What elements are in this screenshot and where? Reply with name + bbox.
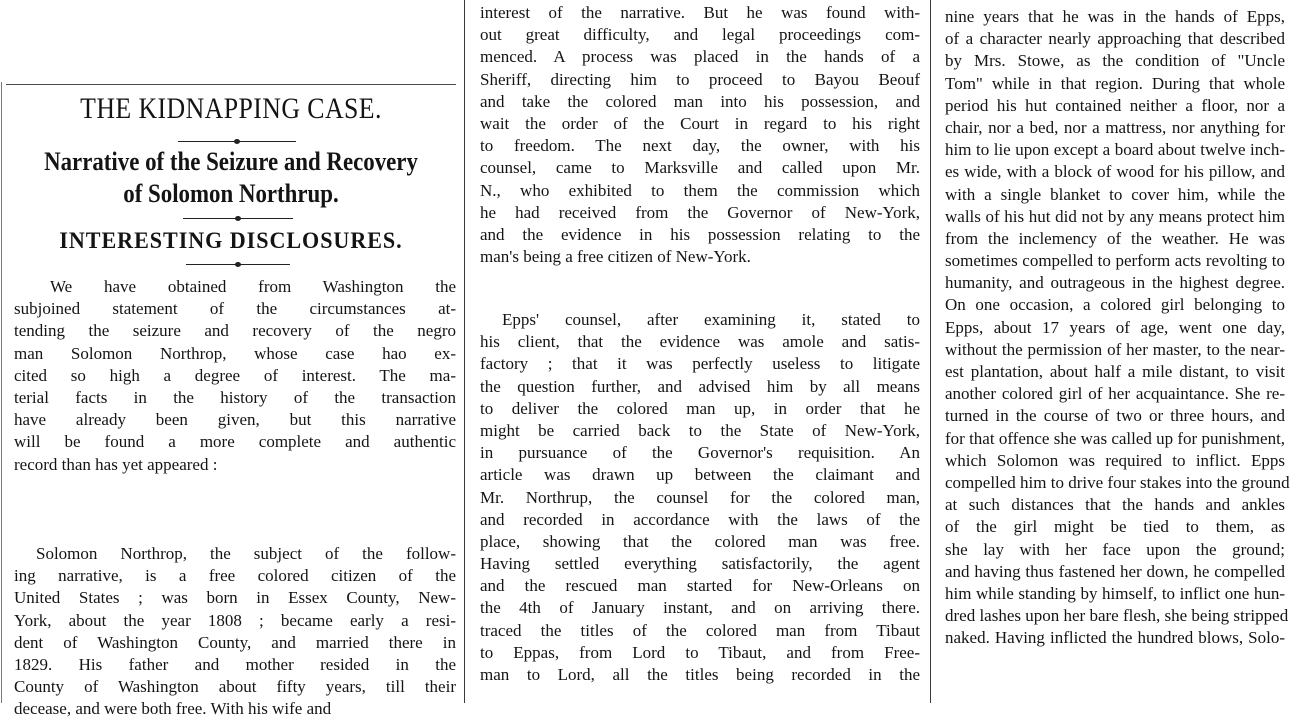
text-line: Sheriff, directing him to proceed to Bayou Beouf xyxy=(480,69,920,89)
text-line: decease, and were both free. With his wife and xyxy=(14,699,332,719)
column-3 xyxy=(933,0,1290,703)
page-edge-rule xyxy=(1,82,2,703)
text-line: him to lie upon except a board about twelve inch- xyxy=(945,140,1285,160)
text-line: of a character nearly approaching that described xyxy=(945,29,1285,49)
text-line: terial facts in the history of the transaction xyxy=(14,387,456,407)
text-line: wait the order of the Court in regard to his right xyxy=(480,113,920,133)
text-line: of the girl might be tied to them, as xyxy=(945,517,1285,537)
text-line: naked. Having inflicted the hundred blows, Solo- xyxy=(945,628,1285,648)
text-line: out great difficulty, and legal proceedings com- xyxy=(480,25,920,45)
text-line: from the inclemency of the weather. He was xyxy=(945,228,1285,248)
text-line: for that offence she was called up for punishment, xyxy=(945,428,1286,448)
text-line: Having settled everything satisfactorily, the agent xyxy=(480,554,920,574)
text-line: es wide, with a block of wood for his pillow, and xyxy=(945,162,1285,182)
text-line: record than has yet appeared : xyxy=(14,454,218,474)
text-line: Solomon Northrop, the subject of the follow- xyxy=(36,544,456,563)
text-line: counsel, came to Marksville and called upon Mr. xyxy=(480,158,920,178)
text-line: dred lashes upon her bare flesh, she being stripped xyxy=(945,606,1289,626)
text-line: at such distances that the hands and ankles xyxy=(945,495,1285,515)
text-line: United States ; was born in Essex County, New- xyxy=(14,588,456,608)
text-line: interest of the narrative. But he was found with- xyxy=(480,3,920,22)
subheadline xyxy=(28,146,435,210)
text-line: On one occasion, a colored girl belonging to xyxy=(945,295,1285,315)
text-line: man Solomon Northrop, whose case hao ex- xyxy=(14,343,456,363)
text-line: 1829. His father and mother resided in the xyxy=(14,654,456,674)
lead-divider xyxy=(186,264,290,265)
col3-paragraph-1 xyxy=(945,6,1290,649)
col2-paragraph-1 xyxy=(480,2,920,268)
text-line: humanity, and outrageous in the highest degree. xyxy=(945,273,1285,293)
column-2 xyxy=(466,0,928,703)
text-line: have already been given, but this narrative xyxy=(14,410,456,430)
subheadline-divider xyxy=(183,218,293,219)
text-line: chair, nor a bed, nor a mattress, nor anything for xyxy=(945,117,1285,137)
text-line: to deliver the colored man up, in order that he xyxy=(480,398,920,418)
text-line: by Mrs. Stowe, as the condition of "Uncle xyxy=(945,51,1285,71)
text-line: We have obtained from Washington the xyxy=(50,277,456,296)
column-rule-2 xyxy=(930,0,931,703)
text-line: Epps, about 17 years of age, went one day, xyxy=(945,317,1285,337)
text-line: turned in the course of two or three hours, and xyxy=(945,406,1285,426)
text-line: subjoined statement of the circumstances at- xyxy=(14,299,456,319)
headline: THE KIDNAPPING CASE. xyxy=(80,92,382,125)
text-line: without the permission of her master, to the near- xyxy=(945,339,1285,359)
secondary-subheadline: INTERESTING DISCLOSURES. xyxy=(59,228,403,253)
text-line: Mr. Northrup, the counsel for the colored man, xyxy=(480,487,920,507)
text-line: him while standing by himself, to inflict one hun- xyxy=(945,583,1285,603)
text-line: and the evidence in his possession relating to the xyxy=(480,224,920,244)
text-line: dent of Washington County, and married there in xyxy=(14,632,456,652)
text-line: article was drawn up between the claimant and xyxy=(480,465,920,485)
subheadline-line-1: Narrative of the Seizure and Recovery xyxy=(44,147,418,176)
text-line: which Solomon was required to inflict. Epps xyxy=(945,450,1285,470)
column-rule-1 xyxy=(464,0,465,703)
text-line: the question further, and advised him by all means xyxy=(480,376,920,396)
text-line: Tom" while in that region. During that whole xyxy=(945,73,1285,93)
text-line: his client, that the evidence was amole and satis- xyxy=(480,332,920,352)
text-line: factory ; that it was perfectly useless to litigate xyxy=(480,354,920,374)
text-line: to freedom. The next day, the owner, with his xyxy=(480,136,920,156)
text-line: and having thus fastened her down, he compelled xyxy=(945,561,1285,581)
text-line: in pursuance of the Governor's requisition. An xyxy=(480,443,920,463)
text-line: and recorded in accordance with the laws of the xyxy=(480,509,920,529)
subheadline-line-2: of Solomon Northrup. xyxy=(123,179,339,208)
text-line: another colored girl of her acquaintance. She re- xyxy=(945,384,1285,404)
text-line: nine years that he was in the hands of Epps, xyxy=(945,7,1285,26)
text-line: est plantation, about half a mile distant, to visit xyxy=(945,362,1285,381)
text-line: period his hut contained neither a floor, nor a xyxy=(945,95,1285,115)
text-line: she lay with her face upon the ground; xyxy=(945,539,1285,559)
text-line: walls of his hut did not by any means protect him xyxy=(945,206,1285,226)
text-line: the 4th of January instant, and on arriving there. xyxy=(480,598,920,618)
text-line: will be found a more complete and authentic xyxy=(14,432,456,452)
text-line: York, about the year 1808 ; became early a resi- xyxy=(14,610,456,630)
text-line: traced the titles of the colored man from Tibaut xyxy=(480,620,920,640)
col2-paragraph-2 xyxy=(480,309,920,686)
text-line: Epps' counsel, after examining it, stated to xyxy=(502,310,920,329)
column-top-rule xyxy=(6,84,456,85)
text-line: menced. A process was placed in the hands of a xyxy=(480,47,920,67)
text-line: sometimes compelled to perform acts revolting to xyxy=(945,251,1285,271)
text-line: he had received from the Governor of New-York, xyxy=(480,202,920,222)
text-line: man's being a free citizen of New-York. xyxy=(480,247,751,267)
headline-divider xyxy=(178,141,296,142)
text-line: compelled him to drive four stakes into the ground xyxy=(945,472,1290,492)
text-line: tending the seizure and recovery of the negro xyxy=(14,321,456,341)
text-line: to Eppas, from Lord to Tibaut, and from Free- xyxy=(480,642,920,662)
text-line: might be carried back to the State of New-York, xyxy=(480,420,920,440)
column-1 xyxy=(0,0,462,719)
text-line: and the rescued man started for New-Orleans on xyxy=(480,576,920,596)
text-line: County of Washington about fifty years, till their xyxy=(14,677,456,697)
col1-paragraph-2 xyxy=(14,543,456,721)
text-line: ing narrative, is a free colored citizen of the xyxy=(14,566,456,586)
text-line: place, showing that the colored man was free. xyxy=(480,531,920,551)
text-line: and take the colored man into his possession, and xyxy=(480,91,920,111)
text-line: N., who exhibited to them the commission which xyxy=(480,180,920,200)
text-line: cited so high a degree of interest. The ma- xyxy=(14,365,456,385)
text-line: man to Lord, all the titles being recorded in the xyxy=(480,665,920,684)
text-line: with a single blanket to cover him, while the xyxy=(945,184,1285,204)
col1-paragraph-1 xyxy=(14,276,456,476)
